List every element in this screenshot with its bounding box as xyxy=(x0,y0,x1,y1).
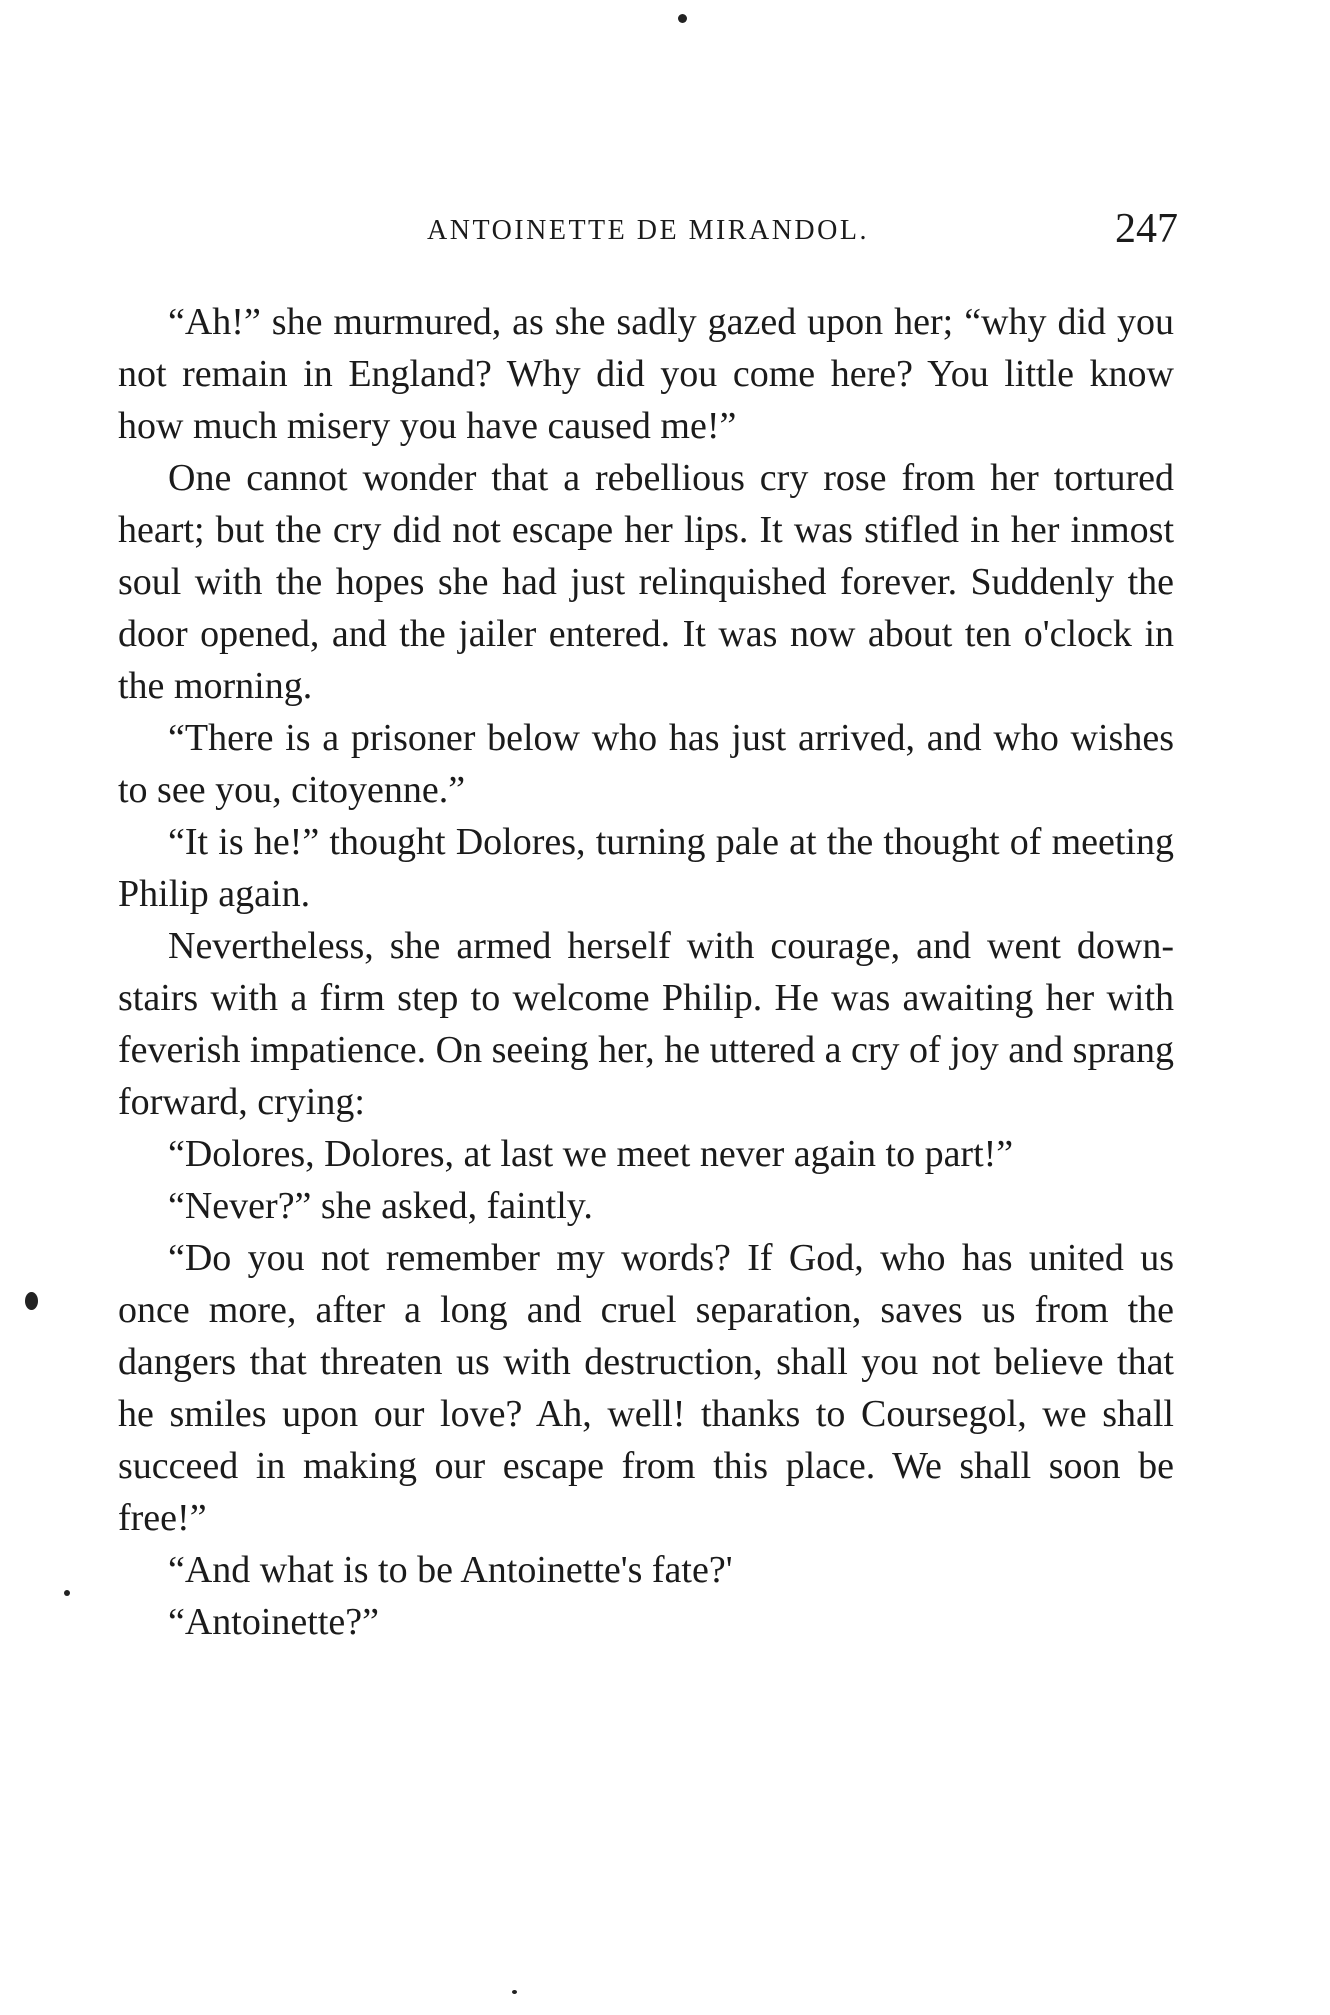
paragraph: “There is a prisoner below who has just arrived, and who wishes to see you, citoyenne.” xyxy=(118,717,1174,811)
ink-speck xyxy=(25,1292,38,1310)
paragraph: “Never?” she asked, faintly. xyxy=(168,1185,593,1227)
page-header xyxy=(118,205,1178,255)
running-title: ANTOINETTE DE MIRANDOL. xyxy=(427,215,869,246)
paragraph: “It is he!” thought Dolores, turning pale at the thought of meeting Philip again. xyxy=(118,821,1174,915)
paragraph: “Do you not remember my words? If God, who has united us once more, after a long and cruel separation, saves us from the dangers that threaten us with destruction, shall you not believe that he smiles upon our love? Ah, well! thanks to Coursegol, we shall succeed in making our escape from this place. We shall soon be free!” xyxy=(118,1237,1174,1539)
paragraph: Nevertheless, she armed herself with courage, and went down-stairs with a firm step to welcome Philip. He was awaiting her with feverish impatience. On seeing her, he uttered a cry of joy and sprang forward, crying: xyxy=(118,925,1174,1123)
paragraph: “Antoinette?” xyxy=(168,1601,380,1643)
ink-speck xyxy=(678,14,687,23)
ink-speck xyxy=(512,1990,517,1994)
page-number: 247 xyxy=(1115,206,1178,252)
paragraph: “Ah!” she murmured, as she sadly gazed upon her; “why did you not remain in England? Why did you come here? You little know how much misery you have caused me!” xyxy=(118,301,1174,447)
paragraph: “Dolores, Dolores, at last we meet never again to part!” xyxy=(168,1133,1014,1175)
body-text xyxy=(118,296,1174,1648)
paragraph: One cannot wonder that a rebellious cry rose from her tortured heart; but the cry did not escape her lips. It was stifled in her inmost soul with the hopes she had just relinquished forever. Suddenly the door opened, and the jailer entered. It was now about ten o'clock in the morning. xyxy=(118,457,1174,707)
paragraph: “And what is to be Antoinette's fate?' xyxy=(168,1549,733,1591)
ink-speck xyxy=(64,1590,70,1596)
